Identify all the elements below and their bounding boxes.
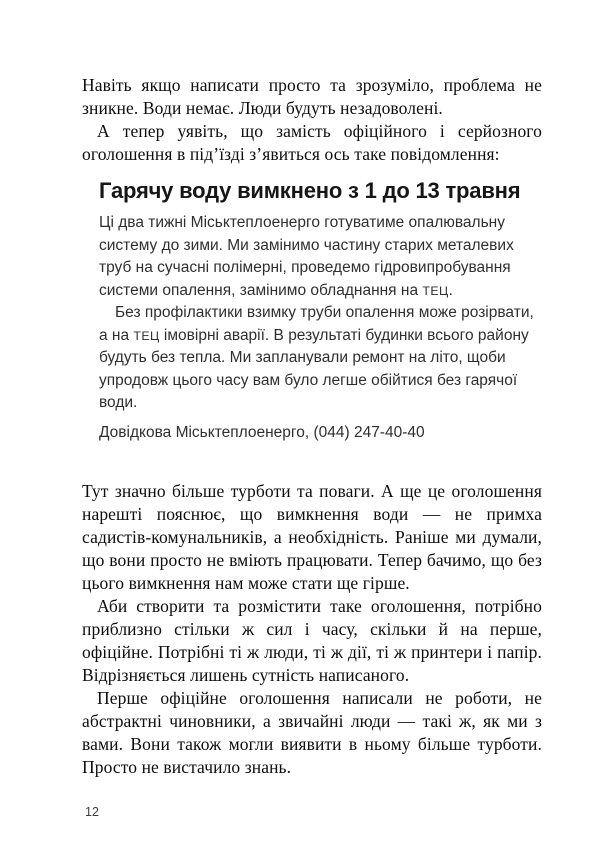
- small-caps-abbr: ТЕЦ: [422, 283, 449, 298]
- paragraph: Навіть якщо написати просто та зрозуміло, проблема не зникне. Води немає. Люди будуть незадоволені.: [82, 75, 542, 118]
- paragraph: Тут значно більше турботи та поваги. А ще це оголошення нарешті пояснює, що вимкнення води — не примха садистів-комунальників, а необхідність. Раніше ми думали, що вони просто не вміють працювати. Тепер бачимо, що без цього вимкнення нам може стати ще гірше.: [82, 481, 542, 593]
- paragraph: Аби створити та розмістити таке оголошення, потрібно приблизно стільки ж сил і часу, скільки й на перше, офіційне. Потрібні ті ж люди, ті ж дії, ті ж принтери і папір. Відрізняється лишень сутність написаного.: [82, 596, 542, 685]
- paragraph: Без профілактики взимку труби опалення може розірвати, а на ТЕЦ імовірні аварії. В результаті будинки всього району будуть без тепла. Ми запланували ремонт на літо, щоби упродовж цього часу вам було легше обійтися без гарячої води.: [99, 304, 534, 411]
- commentary-text-block: [82, 480, 542, 779]
- announcement-body: [99, 212, 545, 444]
- paragraph: А тепер уявіть, що замість офіційного і серйозного оголошення в під’їзді з’явиться ось таке повідомлення:: [82, 121, 542, 164]
- page-number: 12: [85, 805, 99, 819]
- page-content: [82, 74, 542, 779]
- paragraph: Перше офіційне оголошення написали не роботи, не абстрактні чиновники, а звичайні люди — такі ж, як ми з вами. Вони також могли виявити в ньому більше турботи. Просто не вистачило знань.: [82, 688, 542, 777]
- small-caps-abbr: ТЕЦ: [133, 328, 160, 343]
- paragraph: Ці два тижні Міськтеплоенерго готуватиме опалювальну систему до зими. Ми замінимо частину старих металевих труб на сучасні полімерні, проведемо гідровипробування системи опалення, замінимо обладнання на ТЕЦ.: [99, 214, 514, 299]
- contact-line: Довідкова Міськтеплоенерго, (044) 247-40-40: [99, 423, 425, 441]
- intro-text-block: [82, 74, 542, 166]
- announcement-heading: Гарячу воду вимкнено з 1 до 13 травня: [99, 178, 521, 203]
- announcement-block: [99, 176, 545, 444]
